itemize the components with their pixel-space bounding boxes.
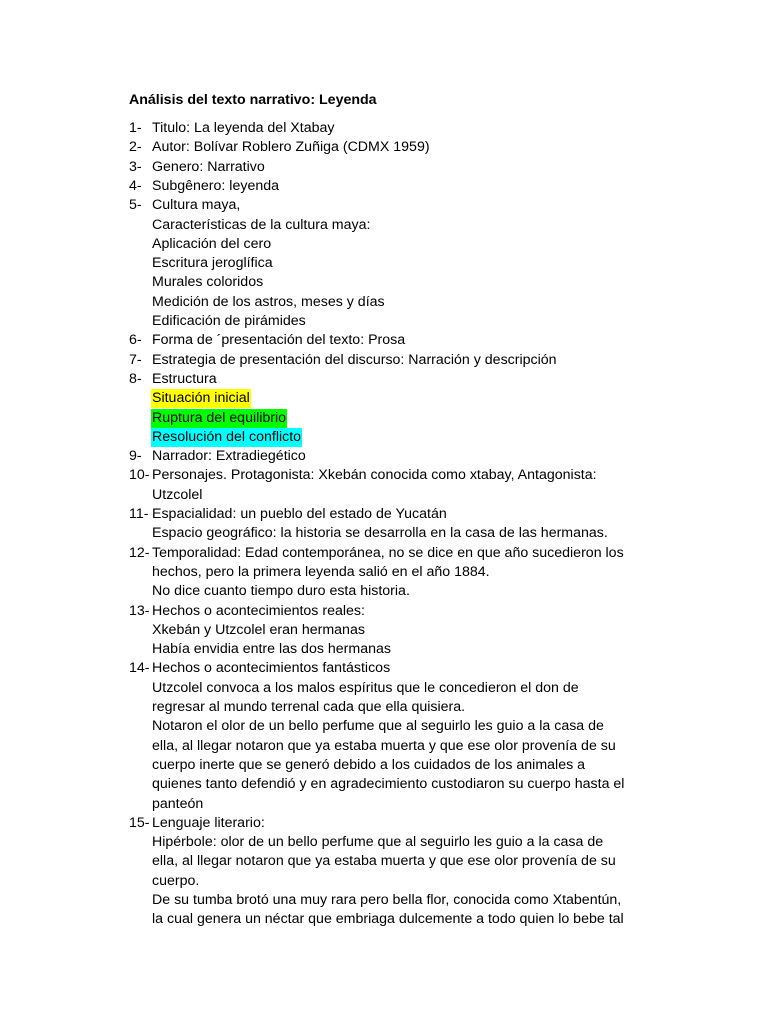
list-item-text: la cual genera un néctar que embriaga dulcemente a todo quien lo bebe tal: [152, 911, 624, 928]
list-item-text: Notaron el olor de un bello perfume que al seguirlo les guio a la casa de: [152, 718, 604, 735]
list-item-text: Hipérbole: olor de un bello perfume que al seguirlo les guio a la casa de: [152, 834, 604, 851]
list-item-text: De su tumba brotó una muy rara pero bella flor, conocida como Xtabentún,: [152, 892, 622, 908]
list-item-text: Titulo: La leyenda del Xtabay: [152, 120, 335, 136]
list-item-text: Características de la cultura maya:: [152, 216, 371, 233]
list-number: 12-: [129, 544, 150, 561]
list-number: 2-: [129, 139, 142, 156]
list-item-text: Subgênero: leyenda: [152, 177, 280, 194]
list-item-text: ella, al llegar notaron que ya estaba muerta y que ese olor provenía de su: [152, 853, 616, 870]
highlighted-text: Ruptura del equilibrio: [151, 409, 287, 428]
document-title: Análisis del texto narrativo: Leyenda: [129, 92, 377, 108]
list-item-text: Estrategia de presentación del discurso: Narración y descripción: [152, 351, 557, 368]
list-number: 10-: [129, 467, 150, 484]
highlighted-text: Resolución del conflicto: [151, 428, 302, 447]
list-item-text: Personajes. Protagonista: Xkebán conocida como xtabay, Antagonista:: [152, 467, 597, 484]
list-number: 6-: [129, 332, 142, 349]
list-number: 11-: [129, 506, 149, 522]
list-item-text: Había envidia entre las dos hermanas: [152, 641, 391, 658]
list-item-text: Genero: Narrativo: [152, 158, 265, 175]
list-item-text: Autor: Bolívar Roblero Zuñiga (CDMX 1959): [152, 139, 430, 156]
list-item-text: Espacio geográfico: la historia se desarrolla en la casa de las hermanas.: [152, 525, 608, 542]
list-item-text: Edificación de pirámides: [152, 313, 306, 329]
list-item-text: cuerpo inerte que se generó debido a los cuidados de los animales a: [152, 756, 586, 773]
list-number: 13-: [129, 602, 150, 619]
list-number: 5-: [129, 197, 142, 214]
list-item-text: Utzcolel convoca a los malos espíritus que le concedieron el don de: [152, 679, 579, 696]
list-number: 9-: [129, 448, 142, 465]
list-item-text: Hechos o acontecimientos fantásticos: [152, 660, 391, 677]
list-item-text: ella, al llegar notaron que ya estaba muerta y que ese olor provenía de su: [152, 737, 616, 754]
list-item-text: regresar al mundo terrenal cada que ella quisiera.: [152, 699, 466, 715]
list-item-text: Estructura: [152, 370, 217, 387]
list-item-text: Medición de los astros, meses y días: [152, 293, 385, 310]
list-item-text: No dice cuanto tiempo duro esta historia.: [152, 583, 410, 600]
list-item-text: Narrador: Extradiegético: [152, 448, 306, 465]
list-item-text: cuerpo.: [152, 872, 200, 889]
list-number: 1-: [129, 120, 142, 136]
list-number: 14-: [129, 660, 150, 677]
list-item-text: Forma de ´presentación del texto: Prosa: [152, 332, 406, 349]
list-item-text: Xkebán y Utzcolel eran hermanas: [152, 621, 365, 638]
list-item-text: quienes tanto defendió y en agradecimiento custodiaron su cuerpo hasta el: [152, 776, 625, 793]
list-number: 4-: [129, 177, 142, 194]
list-item-text: Utzcolel: [152, 486, 203, 503]
list-item-text: Hechos o acontecimientos reales:: [152, 602, 365, 619]
highlighted-text: Situación inicial: [151, 389, 251, 408]
list-item-text: panteón: [152, 795, 204, 812]
list-item-text: Aplicación del cero: [152, 235, 272, 252]
list-item-text: Escritura jeroglífica: [152, 255, 273, 272]
list-item-text: Lenguaje literario:: [152, 814, 265, 831]
list-number: 8-: [129, 370, 142, 387]
list-number: 15-: [129, 814, 150, 831]
list-item-text: hechos, pero la primera leyenda salió en el año 1884.: [152, 563, 490, 580]
list-item-text: Espacialidad: un pueblo del estado de Yucatán: [152, 506, 447, 522]
list-number: 7-: [129, 351, 142, 368]
list-item-text: Temporalidad: Edad contemporánea, no se dice en que año sucedieron los: [152, 544, 624, 561]
list-item-text: Cultura maya,: [152, 197, 241, 214]
list-number: 3-: [129, 158, 142, 175]
list-item-text: Murales coloridos: [152, 274, 264, 291]
